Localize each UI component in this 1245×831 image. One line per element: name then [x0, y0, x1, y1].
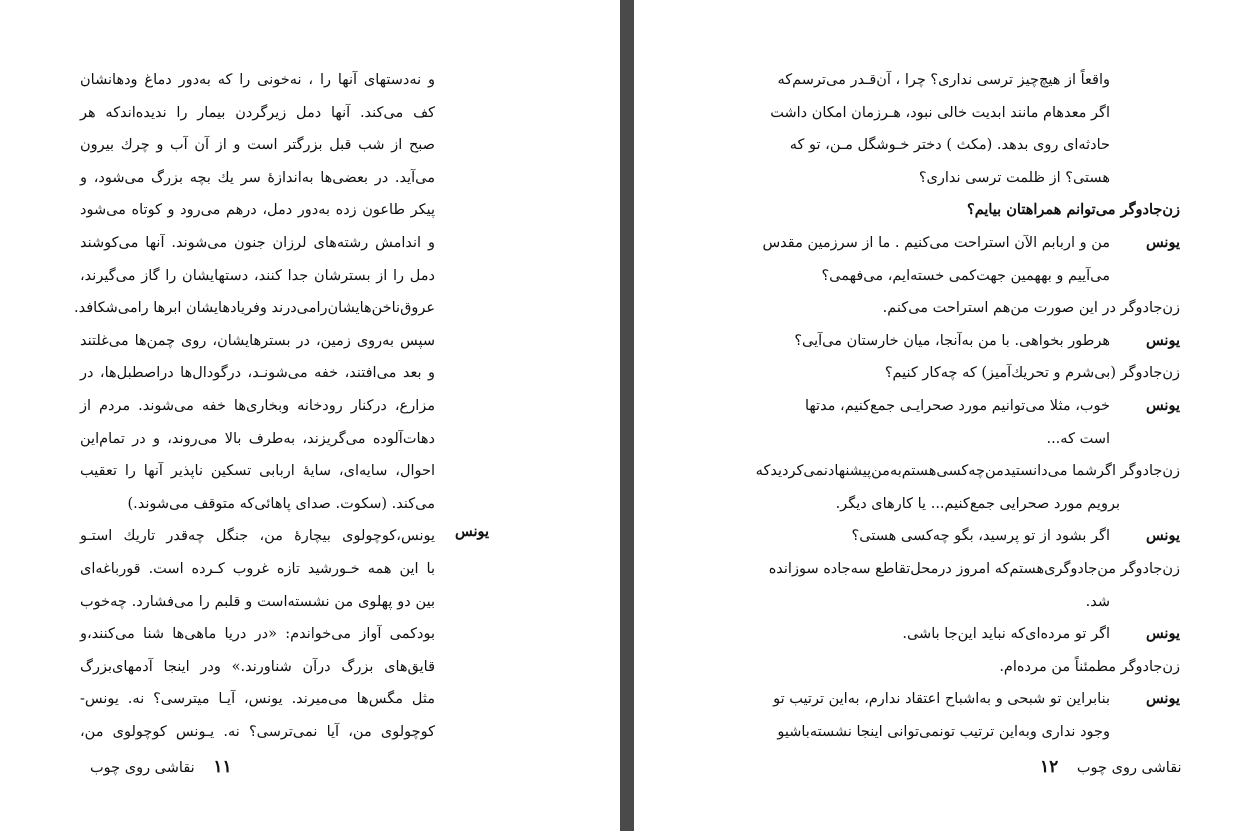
speech-text: هرطور بخواهی. با من به‌آنجا، میان خارستان می‌آیی؟: [794, 332, 1110, 349]
speech-text: می‌آییم و بههمین جهت‌کمی خسته‌ایم، می‌فهمی؟: [821, 267, 1110, 284]
speech-text: خوب، مثلا می‌توانیم مورد صحرایـی جمع‌کنیم، مدتها: [804, 397, 1110, 414]
running-title: نقاشی روی چوب: [1076, 760, 1182, 776]
text-line: کف می‌کند. آنها دمل زیرگردن بیمار را ندیده‌اندکه هر: [80, 104, 435, 121]
speaker-name: یونس: [1145, 690, 1180, 708]
speech-text: زن‌جادوگر اگرشما می‌دانستیدمن‌چه‌کسی‌هستم‌به‌من‌پیشنهادنمی‌کردیدکه: [755, 463, 1180, 480]
speech-text: شد.: [1085, 593, 1110, 610]
speech-line: با این همه خـورشید تازه غروب کـرده است. قورباغه‌ای: [80, 560, 435, 577]
speaker-name: یونس: [1145, 331, 1180, 349]
dialogue-row: [748, 716, 1180, 749]
book-gutter: [620, 0, 634, 831]
stage-direction-line: می‌کند. (سکوت. صدای پاهائی‌که متوقف می‌شوند.): [127, 495, 435, 512]
right-page-footer: [1040, 757, 1182, 777]
page-number: ۱۲: [1040, 757, 1059, 777]
running-title: نقاشی روی چوب: [90, 760, 195, 776]
speaker-name: یونس: [1145, 396, 1180, 414]
dialogue-row: [748, 325, 1180, 358]
speaker-name: یونس: [455, 523, 490, 540]
speech-text: زن‌جادوگر در این صورت من‌هم استراحت می‌کنم.: [882, 300, 1180, 317]
dialogue-row: [748, 683, 1180, 716]
right-page-text: [748, 64, 1180, 748]
text-line: و نه‌دستهای آنها را ، نه‌خونی را که به‌دور دماغ ودهانشان: [80, 72, 435, 88]
text-line: و اندامش رشته‌های لرزان جنون می‌شوند. آنها می‌کوشند: [80, 234, 435, 251]
speech-text: زن‌جادوگر می‌توانم همراهتان بیایم؟: [967, 201, 1180, 219]
speech-line: بین دو پهلوی من نشسته‌است و قلبم را می‌فشارد. چه‌خوب: [80, 593, 435, 610]
speech-text: حادثه‌ای روی بدهد. (مکث ) دختر خـوشگل مـن، تو که: [789, 137, 1110, 154]
speech-text: زن‌جادوگر (بی‌شرم و تحریك‌آمیز) که چه‌کار کنیم؟: [884, 365, 1180, 382]
speech-text: من و اربابم الآن استراحت می‌کنیم . ما از سرزمین مقدس: [762, 234, 1110, 251]
speech-text: اگر معدهام مانند ابدیت خالی نبود، هـرزمان امکان داشت: [770, 104, 1110, 121]
left-page-footer: [90, 757, 232, 777]
speech-line: قایق‌های بزرگ درآن شناورند.» ودر اینجا آدمهای‌بزرگ: [80, 658, 435, 675]
speech-text: واقعاً از هیچ‌چیز ترسی نداری؟ چرا ، آن‌قـدر می‌ترسم‌که: [777, 72, 1110, 88]
dialogue-row: [748, 194, 1180, 227]
speech-text: برویم مورد صحرایی جمع‌کنیم... یا کارهای دیگر.: [835, 495, 1120, 512]
dialogue-row: [748, 260, 1180, 293]
dialogue-row: [748, 553, 1180, 586]
text-line: مزارع، درکنار رودخانه وبخاری‌ها خفه می‌شوند. مردم از: [80, 397, 435, 414]
text-line: و بعد می‌افتند، خفه می‌شونـد، درگودال‌ها دراصطبل‌ها، در: [80, 365, 435, 382]
dialogue-row: [748, 64, 1180, 97]
speech-text: هستی؟ از ظلمت ترسی نداری؟: [918, 169, 1110, 186]
speech-line: یونس،کوچولوی بیچارهٔ من، جنگل چه‌قدر تاریك استـو: [80, 528, 435, 545]
page-number: ۱۱: [213, 757, 232, 777]
speaker-name: یونس: [1145, 527, 1180, 545]
dialogue-row: [748, 618, 1180, 651]
dialogue-row: [748, 455, 1180, 488]
speech-text: است که...: [1046, 430, 1110, 447]
speech-line: کوچولوی من، آیا نمی‌ترسی؟ نه. یـونس کوچولوی من،: [80, 723, 435, 740]
left-page-text: [74, 64, 435, 748]
speaker-name: یونس: [1145, 625, 1180, 643]
text-line: دمل را از بسترشان جدا کنند، دستهایشان را گاز می‌گیرند،: [80, 267, 435, 284]
speech-text: اگر تو مرده‌ای‌که نباید این‌جا باشی.: [902, 626, 1110, 643]
text-line: دهات‌آلوده می‌گریزند، به‌طرف بالا می‌روند، و در تمام‌این: [80, 430, 435, 447]
text-line: سپس به‌روی زمین، در بسترهایشان، روی چمن‌ها می‌غلتند: [80, 332, 435, 349]
dialogue-row: [748, 129, 1180, 162]
dialogue-row: [748, 357, 1180, 390]
text-line: پیکر طاعون زده به‌دور دمل، درهم می‌رود و کوتاه می‌شود: [80, 202, 435, 219]
speaker-name: یونس: [1145, 233, 1180, 251]
text-line: عروق‌ناخن‌هایشان‌رامی‌درند وفریادهایشان ابرها رامی‌شکافد.: [74, 300, 435, 317]
speech-line: مثل مگس‌ها می‌میرند. یونس، آیـا میترسی؟ نه. یونس-: [80, 691, 435, 708]
text-line: می‌آید. در بعضی‌ها به‌اندازهٔ سر یك بچه بزرگ می‌شود، و: [80, 169, 435, 186]
text-line: احوال، سایه‌ای، سایهٔ اربابی تسکین ناپذیر آنها را تعقیب: [80, 463, 435, 480]
dialogue-row: [748, 423, 1180, 456]
dialogue-row: [748, 227, 1180, 260]
dialogue-row: [748, 488, 1180, 521]
text-line: صبح از شب قبل بزرگتر است و از آن آب و چرك بیرون: [80, 137, 435, 154]
dialogue-row: [748, 651, 1180, 684]
speech-text: اگر بشود از تو پرسید، بگو چه‌کسی هستی؟: [851, 528, 1110, 545]
dialogue-row: [748, 390, 1180, 423]
dialogue-row: [748, 292, 1180, 325]
speech-text: زن‌جادوگر مطمئناً من مرده‌ام.: [999, 658, 1180, 675]
speech-text: زن‌جادوگر من‌جادوگری‌هستم‌که امروز درمحل‌تقاطع سه‌جاده سوزانده: [768, 560, 1180, 577]
speech-text: وجود نداری وبه‌این ترتیب تونمی‌توانی اینجا نشسته‌باشیو: [777, 723, 1110, 740]
dialogue-row: [748, 520, 1180, 553]
speech-text: بنابراین تو شبحی و به‌اشباح اعتقاد ندارم، به‌این ترتیب تو: [773, 691, 1110, 708]
dialogue-row: [748, 162, 1180, 195]
dialogue-row: [748, 97, 1180, 130]
dialogue-row: [748, 586, 1180, 619]
speech-line: بودکمی آواز می‌خواندم: «در دریا ماهی‌ها شنا می‌کنند،و: [80, 626, 435, 643]
